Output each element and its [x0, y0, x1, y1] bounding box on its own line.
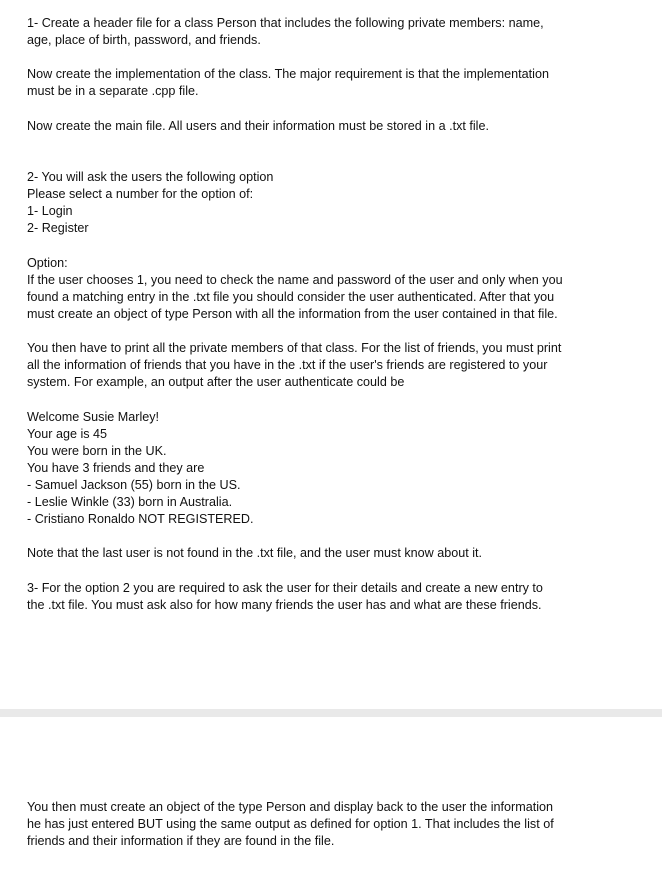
text-line: he has just entered BUT using the same output as defined for option 1. That includes the list of	[27, 817, 554, 831]
text-line: 1- Create a header file for a class Person that includes the following private members: name,	[27, 16, 544, 30]
text-line: friends and their information if they are found in the file.	[27, 834, 335, 848]
text-line: found a matching entry in the .txt file you should consider the user authenticated. After that you	[27, 290, 555, 304]
text-line: - Leslie Winkle (33) born in Australia.	[27, 495, 233, 509]
text-line: You were born in the UK.	[27, 444, 167, 458]
text-line: Your age is 45	[27, 427, 108, 441]
text-line: - Samuel Jackson (55) born in the US.	[27, 478, 241, 492]
text-line: Please select a number for the option of:	[27, 187, 254, 201]
text-line: Note that the last user is not found in the .txt file, and the user must know about it.	[27, 546, 483, 560]
text-line: You then must create an object of the type Person and display back to the user the information	[27, 800, 553, 814]
text-line: age, place of birth, password, and friends.	[27, 33, 261, 47]
text-line: all the information of friends that you have in the .txt if the user's friends are registered to your	[27, 358, 548, 372]
text-line: 1- Login	[27, 204, 73, 218]
text-line: 2- You will ask the users the following option	[27, 170, 274, 184]
document-page-2	[0, 717, 662, 877]
text-line: 2- Register	[27, 221, 89, 235]
text-line: Option:	[27, 256, 68, 270]
text-line: the .txt file. You must ask also for how many friends the user has and what are these friends.	[27, 598, 542, 612]
text-line: system. For example, an output after the user authenticate could be	[27, 375, 405, 389]
text-line: If the user chooses 1, you need to check the name and password of the user and only when you	[27, 273, 563, 287]
page-separator	[0, 709, 662, 717]
text-line: must be in a separate .cpp file.	[27, 84, 199, 98]
text-line: You have 3 friends and they are	[27, 461, 205, 475]
text-line: Now create the implementation of the class. The major requirement is that the implementation	[27, 67, 549, 81]
text-line: Now create the main file. All users and their information must be stored in a .txt file.	[27, 119, 489, 133]
text-line: Welcome Susie Marley!	[27, 410, 160, 424]
text-line: 3- For the option 2 you are required to ask the user for their details and create a new entry to	[27, 581, 543, 595]
text-line: must create an object of type Person with all the information from the user contained in that file.	[27, 307, 558, 321]
text-line: - Cristiano Ronaldo NOT REGISTERED.	[27, 512, 254, 526]
text-line: You then have to print all the private members of that class. For the list of friends, you must print	[27, 341, 562, 355]
